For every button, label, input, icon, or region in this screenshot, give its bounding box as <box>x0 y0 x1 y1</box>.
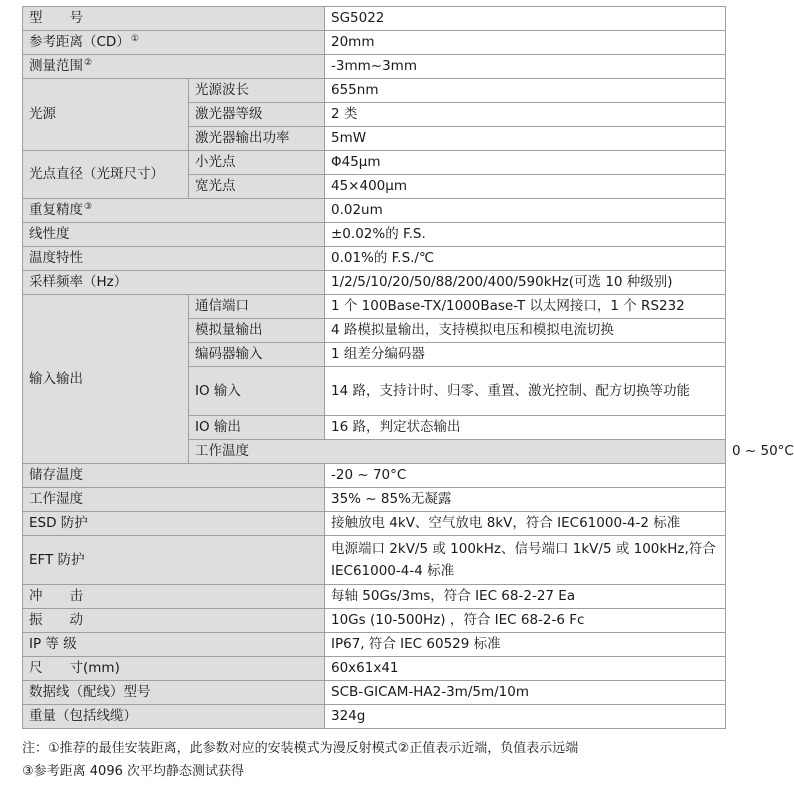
table-row <box>23 681 726 705</box>
group-label: 输入输出 <box>23 295 189 464</box>
row-value: 1 个 100Base-TX/1000Base-T 以太网接口，1 个 RS232 <box>325 295 726 319</box>
table-row <box>23 295 726 319</box>
footnote-line: ③参考距离 4096 次平均静态测试获得 <box>22 764 245 779</box>
table-row <box>23 223 726 247</box>
table-row <box>23 657 726 681</box>
row-value: 1/2/5/10/20/50/88/200/400/590kHz(可选 10 种级别) <box>325 271 726 295</box>
row-value: 4 路模拟量输出，支持模拟电压和模拟电流切换 <box>325 319 726 343</box>
row-value: 45×400μm <box>325 175 726 199</box>
row-label: 线性度 <box>23 223 325 247</box>
row-label: ESD 防护 <box>23 512 325 536</box>
row-value: 655nm <box>325 79 726 103</box>
table-row <box>23 536 726 585</box>
table-row <box>23 151 726 175</box>
row-value: 5mW <box>325 127 726 151</box>
sub-label: IO 输入 <box>189 367 325 416</box>
table-row <box>23 705 726 729</box>
footnote-mark: ② <box>84 58 93 68</box>
row-value: ±0.02%的 F.S. <box>325 223 726 247</box>
table-row <box>23 488 726 512</box>
row-label <box>23 31 325 55</box>
row-value: 14 路，支持计时、归零、重置、激光控制、配方切换等功能 <box>325 367 726 416</box>
row-value: SG5022 <box>325 7 726 31</box>
spec-table <box>22 6 794 729</box>
row-label <box>23 199 325 223</box>
label-text: 参考距离（CD） <box>29 34 130 50</box>
table-row <box>23 7 726 31</box>
group-label: 光点直径（光斑尺寸） <box>23 151 189 199</box>
footnotes <box>22 737 732 783</box>
row-value: 10Gs (10-500Hz) ，符合 IEC 68-2-6 Fc <box>325 609 726 633</box>
sub-label: 通信端口 <box>189 295 325 319</box>
sub-label: 模拟量输出 <box>189 319 325 343</box>
row-value: 接触放电 4kV、空气放电 8kV，符合 IEC61000-4-2 标准 <box>325 512 726 536</box>
table-row <box>23 55 726 79</box>
row-value: 0.02um <box>325 199 726 223</box>
row-value: 35% ~ 85%无凝露 <box>325 488 726 512</box>
sub-label: 激光器输出功率 <box>189 127 325 151</box>
row-label: 储存温度 <box>23 464 325 488</box>
row-value: 0.01%的 F.S./℃ <box>325 247 726 271</box>
row-label: IP 等 级 <box>23 633 325 657</box>
table-row <box>23 512 726 536</box>
table-row <box>23 79 726 103</box>
table-row <box>23 585 726 609</box>
table-row <box>23 271 726 295</box>
sub-label: 小光点 <box>189 151 325 175</box>
row-value: 20mm <box>325 31 726 55</box>
row-value: IP67, 符合 IEC 60529 标准 <box>325 633 726 657</box>
row-value: 1 组差分编码器 <box>325 343 726 367</box>
table-row <box>23 633 726 657</box>
row-label: 重量（包括线缆） <box>23 705 325 729</box>
row-value: 每轴 50Gs/3ms，符合 IEC 68-2-27 Ea <box>325 585 726 609</box>
sub-label: IO 输出 <box>189 416 325 440</box>
row-label: 数据线（配线）型号 <box>23 681 325 705</box>
table-row <box>23 199 726 223</box>
row-value: -20 ~ 70°C <box>325 464 726 488</box>
footnote-line: 注：①推荐的最佳安装距离，此参数对应的安装模式为漫反射模式②正值表示近端，负值表示远端 <box>22 741 579 756</box>
sub-label: 光源波长 <box>189 79 325 103</box>
row-value: 324g <box>325 705 726 729</box>
row-label: 冲 击 <box>23 585 325 609</box>
row-label: 振 动 <box>23 609 325 633</box>
row-value: SCB-GICAM-HA2-3m/5m/10m <box>325 681 726 705</box>
sub-label: 激光器等级 <box>189 103 325 127</box>
label-text: 测量范围 <box>29 58 83 74</box>
row-label: 工作温度 <box>189 440 726 464</box>
row-label: 型 号 <box>23 7 325 31</box>
table-row <box>23 609 726 633</box>
row-label: 温度特性 <box>23 247 325 271</box>
row-label <box>23 55 325 79</box>
sub-label: 编码器输入 <box>189 343 325 367</box>
row-value: 16 路，判定状态输出 <box>325 416 726 440</box>
footnote-mark: ③ <box>84 202 93 212</box>
table-row <box>23 464 726 488</box>
label-text: 重复精度 <box>29 202 83 218</box>
row-value: -3mm~3mm <box>325 55 726 79</box>
table-row <box>23 31 726 55</box>
table-row <box>23 247 726 271</box>
row-label: EFT 防护 <box>23 536 325 585</box>
row-label: 尺 寸(mm) <box>23 657 325 681</box>
row-value: 60x61x41 <box>325 657 726 681</box>
footnote-mark: ① <box>130 34 139 44</box>
row-label: 采样频率（Hz） <box>23 271 325 295</box>
row-label: 工作湿度 <box>23 488 325 512</box>
group-label: 光源 <box>23 79 189 151</box>
table-row: 工作温度 0 ~ 50°C <box>23 440 726 464</box>
row-value: Φ45μm <box>325 151 726 175</box>
row-value: 2 类 <box>325 103 726 127</box>
sub-label: 宽光点 <box>189 175 325 199</box>
row-value: 电源端口 2kV/5 或 100kHz、信号端口 1kV/5 或 100kHz,符合 IEC61000-4-4 标准 <box>325 536 726 585</box>
